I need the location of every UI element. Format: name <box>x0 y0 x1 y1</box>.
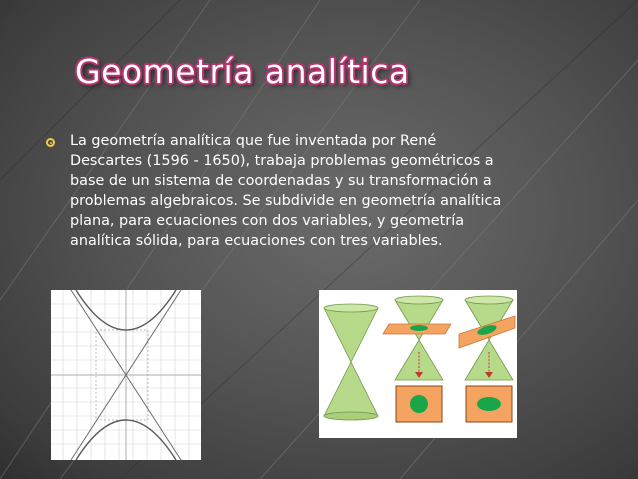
body-line: plana, para ecuaciones con dos variables, y geometría <box>70 213 465 229</box>
slide-body-text <box>70 131 598 251</box>
slide-title: Geometría analítica <box>75 52 410 91</box>
conic-sections-image <box>319 290 517 438</box>
body-line: base de un sistema de coordenadas y su transformación a <box>70 173 492 189</box>
hyperbola-graph-image <box>51 290 201 460</box>
circle-bullet-icon <box>46 138 55 147</box>
body-line: La geometría analítica que fue inventada por René <box>70 133 437 149</box>
body-line: analítica sólida, para ecuaciones con tres variables. <box>70 233 443 249</box>
body-line: problemas algebraicos. Se subdivide en geometría analítica <box>70 193 502 209</box>
body-line: Descartes (1596 - 1650), trabaja problemas geométricos a <box>70 153 494 169</box>
